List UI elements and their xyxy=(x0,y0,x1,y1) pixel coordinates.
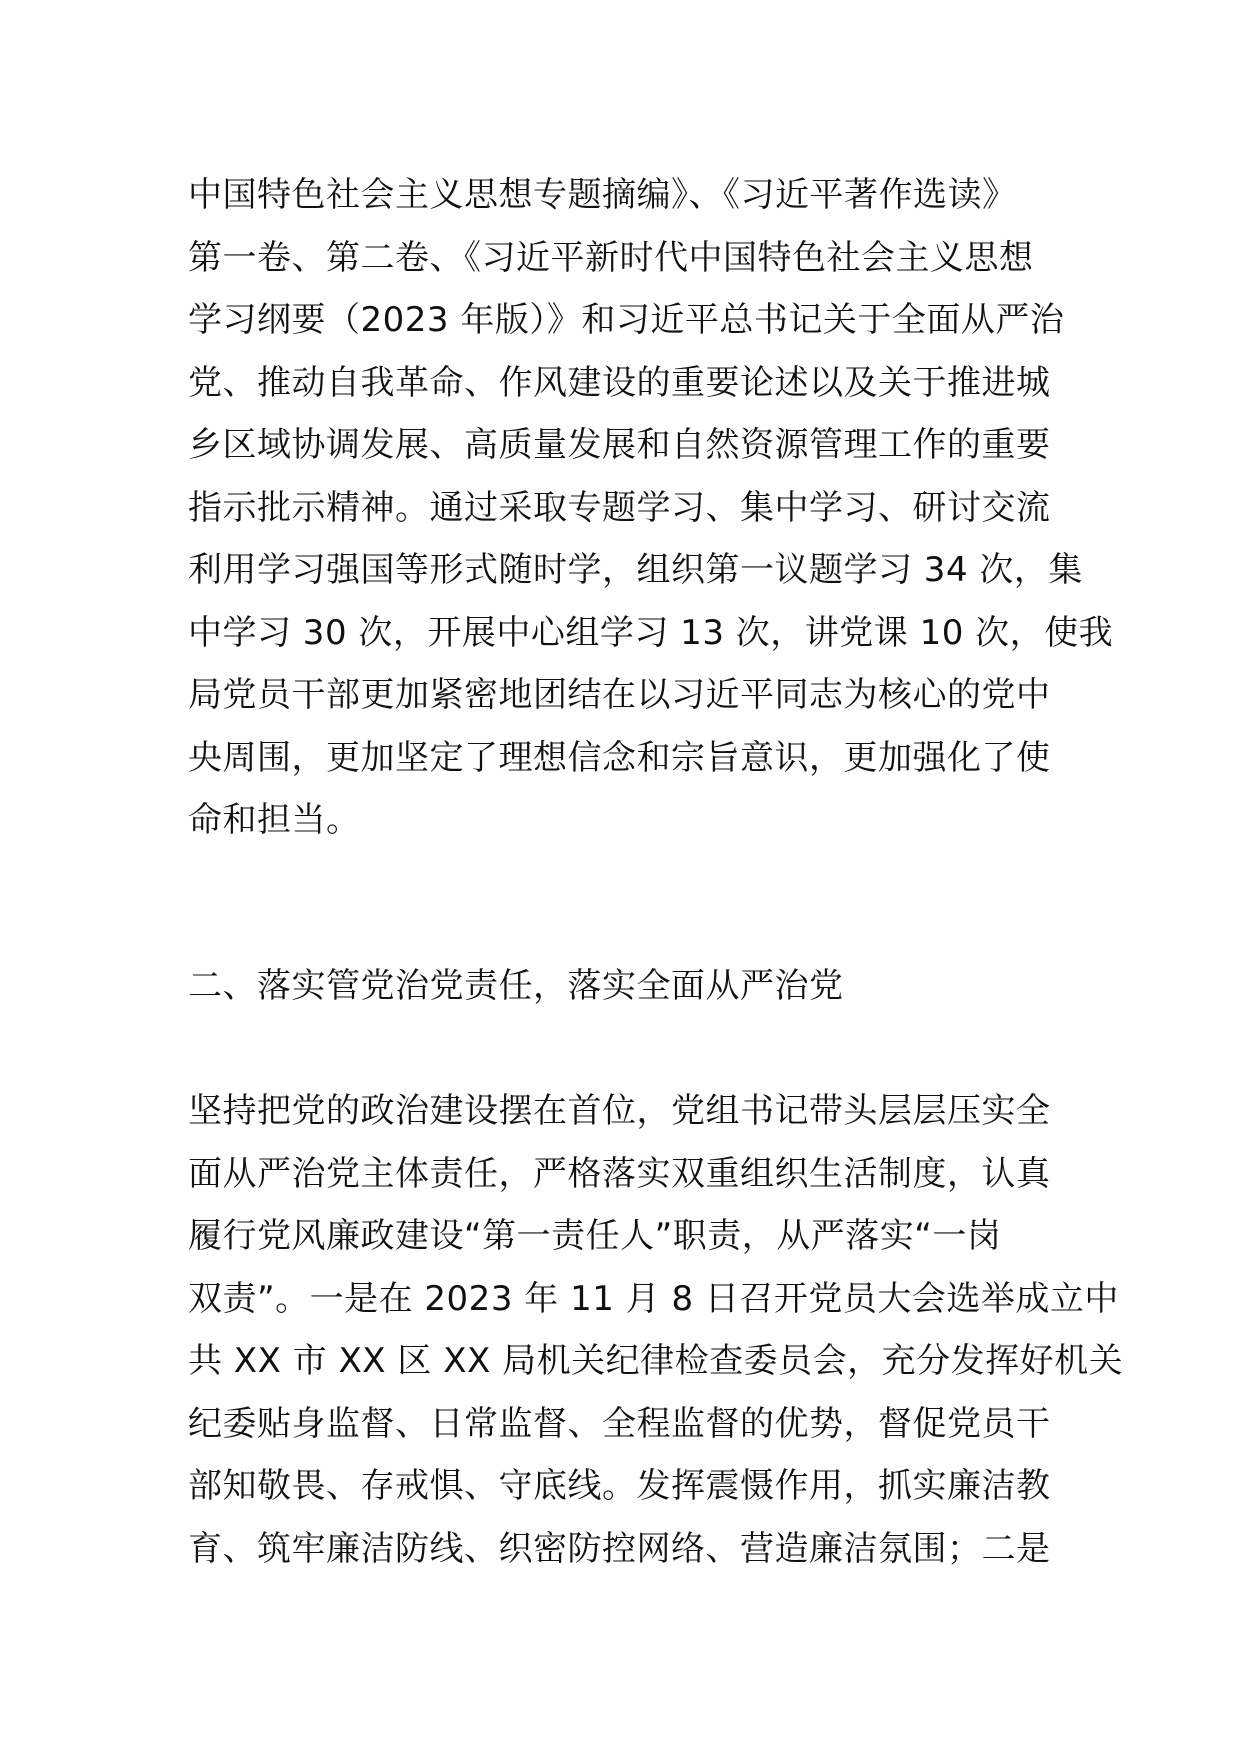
paragraph-line: 第一卷、第二卷、《习近平新时代中国特色社会主义思想 xyxy=(188,237,1034,278)
paragraph-line: 中国特色社会主义思想专题摘编》、《习近平著作选读》 xyxy=(188,175,1017,215)
paragraph-line: 纪委贴身监督、日常监督、全程监督的优势，督促党员干 xyxy=(188,1403,1051,1444)
paragraph-line: 学习纲要（2023 年版）》和习近平总书记关于全面从严治 xyxy=(188,300,1065,340)
paragraph-line: 命和担当。 xyxy=(188,800,361,840)
section-heading xyxy=(188,955,1058,1018)
paragraph-study-summary xyxy=(188,164,1114,852)
paragraph-line: 履行党风廉政建设“第一责任人”职责，从严落实“一岗 xyxy=(188,1216,1002,1256)
paragraph-line: 指示批示精神。通过采取专题学习、集中学习、研讨交流 xyxy=(188,487,1051,528)
paragraph-line: 党、推动自我革命、作风建设的重要论述以及关于推进城 xyxy=(188,362,1051,403)
paragraph-line: 央周围，更加坚定了理想信念和宗旨意识，更加强化了使 xyxy=(188,737,1051,778)
paragraph-line: 育、筑牢廉洁防线、织密防控网络、营造廉洁氛围；二是 xyxy=(188,1528,1051,1569)
paragraph-line: 共 XX 市 XX 区 XX 局机关纪律检查委员会，充分发挥好机关 xyxy=(188,1341,1124,1381)
section-heading-text: 二、落实管党治党责任，落实全面从严治党 xyxy=(188,966,844,1006)
paragraph-line: 坚持把党的政治建设摆在首位，党组书记带头层层压实全 xyxy=(188,1091,1051,1131)
paragraph-line: 乡区域协调发展、高质量发展和自然资源管理工作的重要 xyxy=(188,425,1051,465)
paragraph-line: 双责”。一是在 2023 年 11 月 8 日召开党员大会选举成立中 xyxy=(188,1278,1119,1319)
paragraph-party-responsibility xyxy=(188,1080,1124,1580)
paragraph-line: 面从严治党主体责任，严格落实双重组织生活制度，认真 xyxy=(188,1153,1051,1194)
paragraph-line: 局党员干部更加紧密地团结在以习近平同志为核心的党中 xyxy=(188,675,1051,715)
paragraph-line: 中学习 30 次，开展中心组学习 13 次，讲党课 10 次，使我 xyxy=(188,612,1114,653)
paragraph-line: 利用学习强国等形式随时学，组织第一议题学习 34 次，集 xyxy=(188,550,1083,590)
paragraph-line: 部知敬畏、存戒惧、守底线。发挥震慑作用，抓实廉洁教 xyxy=(188,1466,1051,1506)
